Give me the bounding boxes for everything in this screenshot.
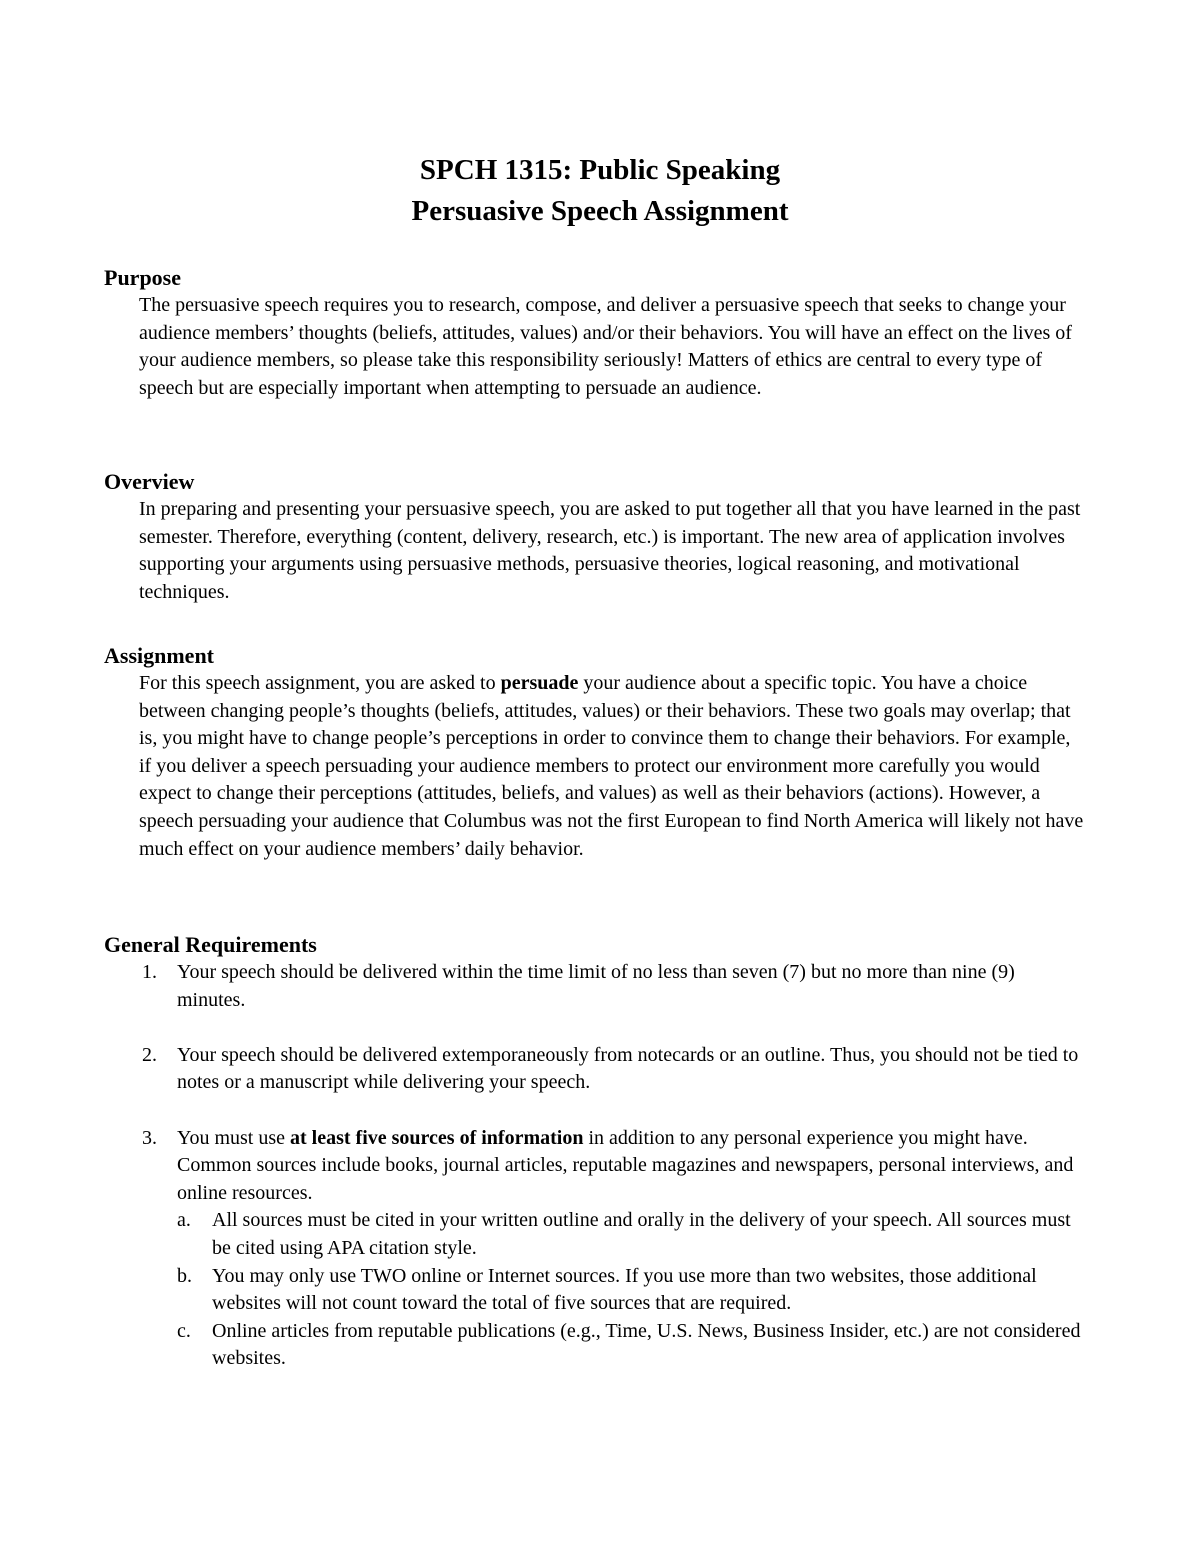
assignment-bold-term: persuade — [500, 672, 579, 694]
requirement-item — [104, 1042, 1084, 1097]
requirement-text: Your speech should be delivered extemporaneously from notecards or an outline. Thus, you should not be tied to notes or a manuscript while delivering your speech. — [177, 1043, 1079, 1094]
overview-section — [104, 468, 1084, 606]
requirement-number: 3. — [142, 1126, 157, 1149]
requirement-bold-term: at least five sources of information — [290, 1126, 584, 1149]
sub-requirement-letter: a. — [177, 1209, 191, 1232]
sub-requirement-text: You may only use TWO online or Internet sources. If you use more than two websites, those additional websites will not count toward the total of five sources that are required. — [212, 1264, 1037, 1315]
requirement-number: 2. — [142, 1043, 157, 1066]
assignment-title: Persuasive Speech Assignment — [411, 195, 789, 227]
sub-requirement-item — [177, 1207, 1084, 1262]
overview-text: In preparing and presenting your persuasive speech, you are asked to put together all that you have learned in the past semester. Therefore, everything (content, delivery, research, etc.) is important. The new area of application involves supporting your arguments using persuasive methods, persuasive theories, logical reasoning, and motivational techniques. — [139, 498, 1081, 603]
sub-requirement-text: All sources must be cited in your written outline and orally in the delivery of your speech. All sources must be cited using APA citation style. — [212, 1209, 1071, 1259]
assignment-text-end: your audience about a specific topic. You have a choice between changing people’s thoughts (beliefs, attitudes, values) or their behaviors. These two goals may overlap; that is, you might have to change people’s perceptions in order to convince them to change their behaviors. For example, if you deliver a speech persuading your audience members to protect our environment more carefully you would expect to change their perceptions (attitudes, beliefs, and values) as well as their behaviors (actions). However, a speech persuading your audience that Columbus was not the first European to find North America will likely not have much effect on your audience members’ daily behavior. — [139, 672, 1084, 860]
sub-requirement-item — [177, 1318, 1084, 1373]
requirements-heading: General Requirements — [104, 932, 317, 957]
purpose-text: The persuasive speech requires you to research, compose, and deliver a persuasive speech that seeks to change your audience members’ thoughts (beliefs, attitudes, values) and/or their behaviors. You will have an effect on the lives of your audience members, so please take this responsibility seriously! Matters of ethics are central to every type of speech but are especially important when attempting to persuade an audience. — [139, 294, 1072, 399]
sub-requirements-list — [177, 1207, 1084, 1373]
requirements-list — [104, 959, 1084, 1373]
requirements-section — [104, 931, 1084, 1401]
requirement-item — [104, 1125, 1084, 1373]
assignment-text — [139, 670, 1084, 863]
document-title — [0, 150, 1200, 232]
requirement-number: 1. — [142, 961, 157, 983]
assignment-section — [104, 642, 1084, 863]
overview-heading: Overview — [104, 469, 195, 494]
requirement-text — [177, 1127, 1073, 1204]
sub-requirement-text: Online articles from reputable publications (e.g., Time, U.S. News, Business Insider, etc.) are not considered websites. — [212, 1319, 1081, 1370]
sub-requirement-letter: b. — [177, 1264, 192, 1287]
course-title: SPCH 1315: Public Speaking — [419, 154, 781, 186]
requirement-item — [104, 959, 1084, 1014]
assignment-heading: Assignment — [104, 643, 215, 668]
purpose-section — [104, 264, 1084, 402]
requirement-text-end: in addition to any personal experience you might have. Common sources include books, journal articles, reputable magazines and newspapers, personal interviews, and online resources. — [177, 1126, 1074, 1204]
purpose-heading: Purpose — [104, 265, 181, 290]
requirement-text: Your speech should be delivered within the time limit of no less than seven (7) but no more than nine (9) minutes. — [177, 961, 1015, 1011]
requirement-text-start: You must use — [177, 1126, 290, 1149]
assignment-text-start: For this speech assignment, you are asked to — [139, 672, 501, 694]
sub-requirement-letter: c. — [177, 1319, 191, 1342]
sub-requirement-item — [177, 1263, 1084, 1318]
